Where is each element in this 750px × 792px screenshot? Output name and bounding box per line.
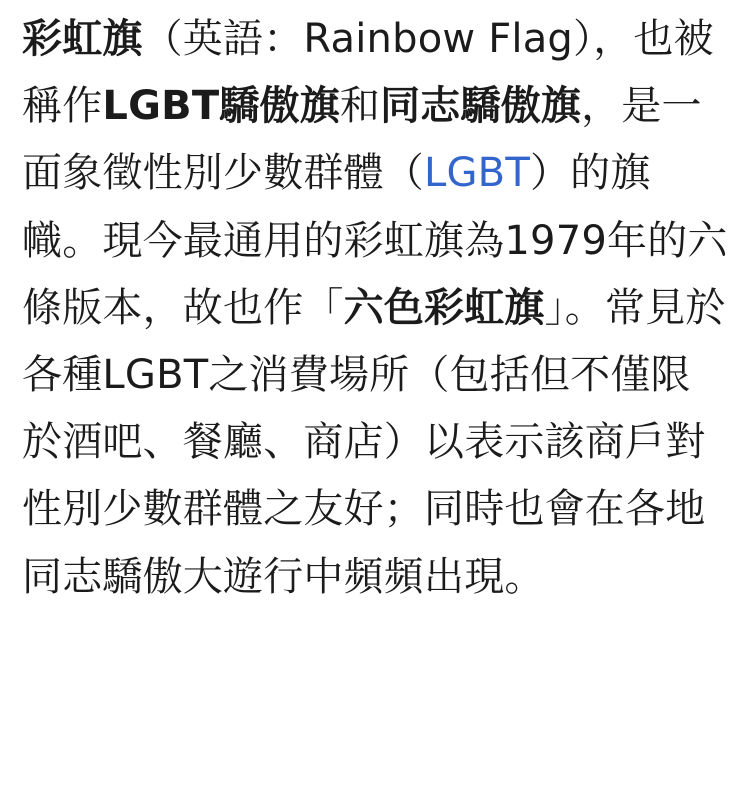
article-paragraph [22,6,728,611]
body-text: 」。常見於各種LGBT之消費場所（包括但不僅限於酒吧、餐廳、商店）以表示該商戶對性別少數群體之友好；同時也會在各地同志驕傲大遊行中頻頻出現。 [22,284,726,600]
body-text: 和 [339,83,381,130]
body-text: ）的旗幟。現今最通用的彩虹旗為1979年的六條版本，故也作「 [22,150,728,331]
inline-link-lgbt[interactable]: LGBT [424,150,530,197]
emphasis-text: LGBT驕傲旗 [102,83,340,130]
emphasis-text: 六色彩虹旗 [343,284,545,331]
emphasis-text: 同志驕傲旗 [380,83,582,130]
body-text: （英語：Rainbow Flag），也被稱作 [22,16,714,130]
body-text: ，是一面象徵性別少數群體（ [22,83,702,197]
emphasis-text: 彩虹旗 [22,16,143,62]
